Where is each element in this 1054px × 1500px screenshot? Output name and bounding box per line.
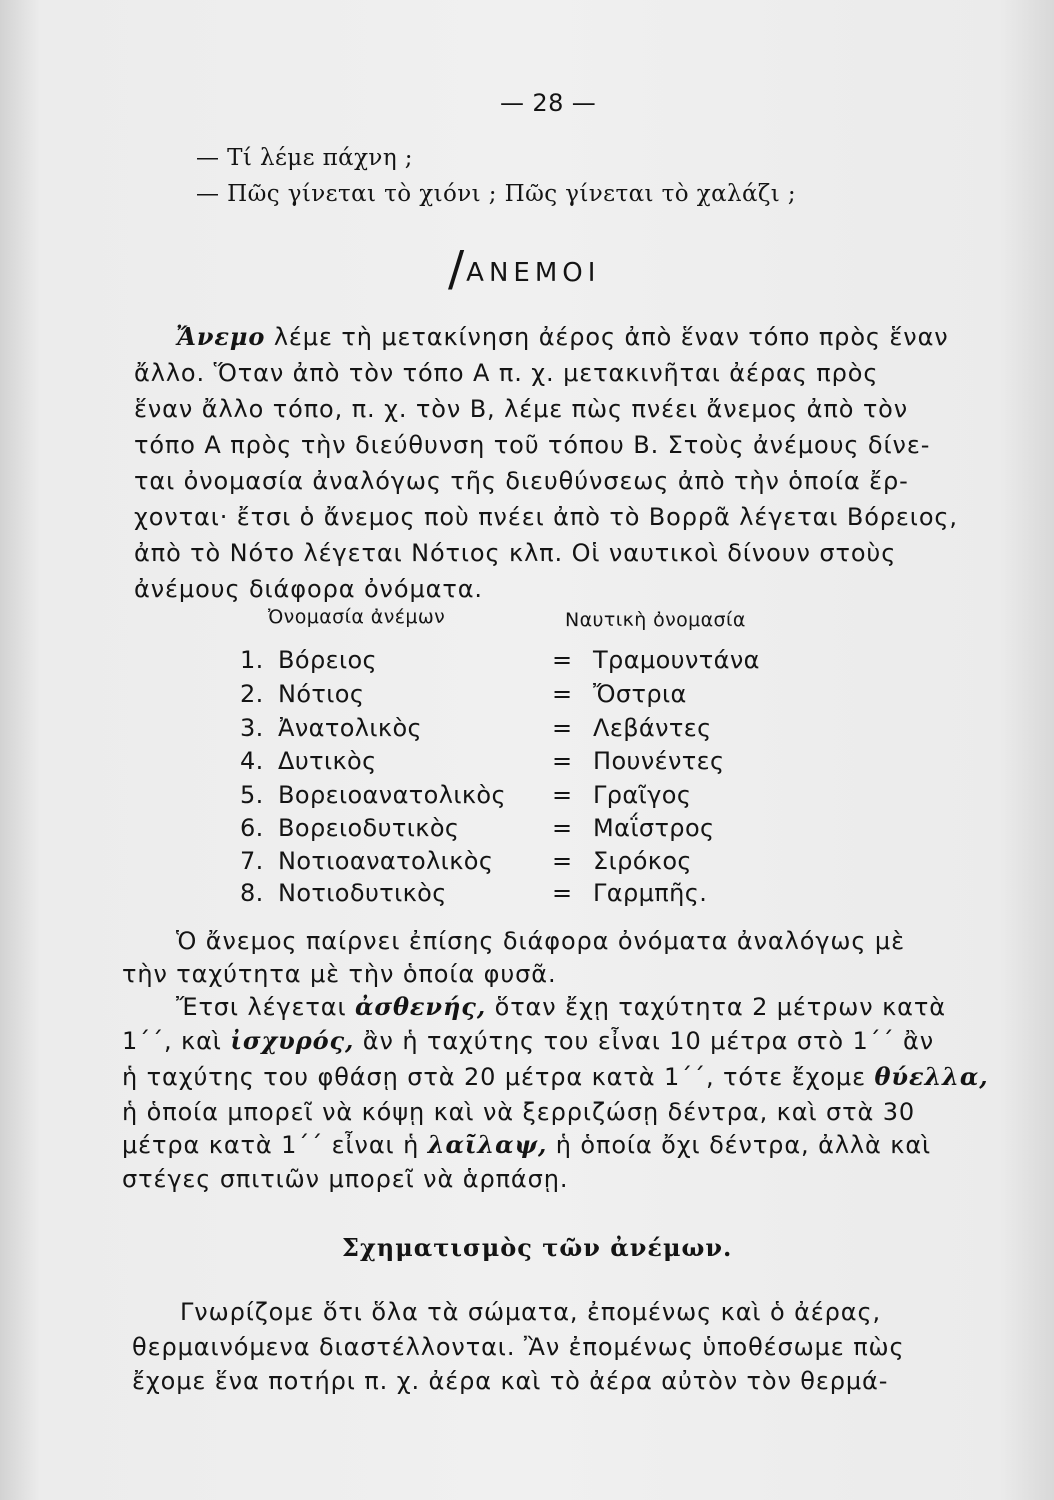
nautical-name: Τραμουντάνα xyxy=(593,646,760,674)
nautical-name: Γραῖγος xyxy=(593,781,692,809)
wind-name: Δυτικὸς xyxy=(278,747,377,775)
chapter-title xyxy=(448,241,601,297)
speed-line-8: στέγες σπιτιῶν μπορεῖ νὰ ἁρπάσῃ. xyxy=(122,1165,569,1193)
speed-text-3a: Ἔτσι λέγεται xyxy=(176,993,347,1021)
formation-line-3: ἔχομε ἕνα ποτήρι π. χ. ἀέρα καὶ τὸ ἀέρα αὐτὸν τὸν θερμά- xyxy=(132,1367,889,1395)
nautical-name: Σιρόκος xyxy=(593,847,692,875)
intro-line-8: ἀνέμους διάφορα ὀνόματα. xyxy=(134,575,483,603)
equals-sign: = xyxy=(552,747,573,775)
speed-text-7b: ἡ ὁποία ὄχι δέντρα, ἀλλὰ καὶ xyxy=(555,1131,932,1159)
row-number: 3. xyxy=(240,714,264,742)
row-number: 7. xyxy=(240,847,264,875)
intro-line-5: ται ὀνομασία ἀναλόγως τῆς διευθύνσεως ἀπὸ τὴν ὁποία ἔρ- xyxy=(134,467,909,495)
wind-name: Βόρειος xyxy=(278,646,378,674)
equals-sign: = xyxy=(552,847,573,875)
speed-text-5a: ἡ ταχύτης του φθάσῃ στὰ 20 μέτρα κατὰ 1΄΄, τότε ἔχομε xyxy=(122,1063,866,1091)
intro-line-6: χονται· ἔτσι ὁ ἄνεμος ποὺ πνέει ἀπὸ τὸ Βορρᾶ λέγεται Βόρειος, xyxy=(134,503,958,531)
speed-text-4b: ἂν ἡ ταχύτης του εἶναι 10 μέτρα στὸ 1΄΄ ἂν xyxy=(362,1027,935,1055)
row-number: 1. xyxy=(240,646,264,674)
wind-name: Νοτιοδυτικὸς xyxy=(278,879,447,907)
term-strong: ἰσχυρός, xyxy=(230,1026,355,1055)
equals-sign: = xyxy=(552,646,573,674)
nautical-name: Μαΐστρος xyxy=(593,814,715,842)
intro-line-2: ἄλλο. Ὅταν ἀπὸ τὸν τόπο Α π. χ. μετακινῆται ἀέρας πρὸς xyxy=(134,359,879,387)
formation-line-2: θερμαινόμενα διαστέλλονται. Ἂν ἐπομένως ὑποθέσωμε πὼς xyxy=(132,1333,905,1361)
page-number: — 28 — xyxy=(500,89,597,117)
question-snow-hail: — Πῶς γίνεται τὸ χιόνι ; Πῶς γίνεται τὸ χαλάζι ; xyxy=(196,181,797,207)
question-frost: — Τί λέμε πάχνη ; xyxy=(196,145,413,171)
term-storm: θύελλα, xyxy=(874,1062,989,1091)
row-number: 4. xyxy=(240,747,264,775)
equals-sign: = xyxy=(552,781,573,809)
table-header-names: Ὀνομασία ἀνέμων xyxy=(268,606,446,628)
table-header-nautical: Ναυτικὴ ὀνομασία xyxy=(565,609,746,631)
speed-line-1: Ὁ ἄνεμος παίρνει ἐπίσης διάφορα ὀνόματα ἀναλόγως μὲ xyxy=(176,927,905,955)
equals-sign: = xyxy=(552,714,573,742)
intro-line-3: ἕναν ἄλλο τόπο, π. χ. τὸν Β, λέμε πὼς πνέει ἄνεμος ἀπὸ τὸν xyxy=(134,395,909,423)
wind-name: Νοτιοανατολικὸς xyxy=(278,847,494,875)
nautical-name: Λεβάντες xyxy=(593,714,712,742)
nautical-name: Γαρμπῆς. xyxy=(593,879,708,907)
speed-line-4 xyxy=(122,1026,934,1056)
section-heading: Σχηματισμὸς τῶν ἀνέμων. xyxy=(342,1233,733,1262)
formation-line-1: Γνωρίζομε ὅτι ὅλα τὰ σώματα, ἐπομένως καὶ ὁ ἀέρας, xyxy=(180,1298,882,1326)
intro-line-1 xyxy=(176,322,949,352)
nautical-name: Πουνέντες xyxy=(593,747,725,775)
wind-name: Ἀνατολικὸς xyxy=(278,714,423,742)
equals-sign: = xyxy=(552,814,573,842)
wind-name: Νότιος xyxy=(278,680,365,708)
speed-text-7a: μέτρα κατὰ 1΄΄ εἶναι ἡ xyxy=(122,1131,420,1159)
speed-line-5 xyxy=(122,1062,989,1092)
intro-line-4: τόπο Α πρὸς τὴν διεύθυνση τοῦ τόπου Β. Στοὺς ἀνέμους δίνε- xyxy=(134,431,931,459)
row-number: 5. xyxy=(240,781,264,809)
row-number: 6. xyxy=(240,814,264,842)
term-wind: Ἄνεμο xyxy=(176,322,266,351)
row-number: 2. xyxy=(240,680,264,708)
intro-line-7: ἀπὸ τὸ Νότο λέγεται Νότιος κλπ. Οἱ ναυτικοὶ δίνουν στοὺς xyxy=(134,539,897,567)
term-weak: ἀσθενής, xyxy=(355,992,487,1021)
title-mark: / xyxy=(448,241,465,297)
intro-text-1: λέμε τὴ μετακίνηση ἀέρος ἀπὸ ἕναν τόπο πρὸς ἕναν xyxy=(273,323,949,351)
nautical-name: Ὄστρια xyxy=(593,680,687,708)
equals-sign: = xyxy=(552,680,573,708)
row-number: 8. xyxy=(240,879,264,907)
speed-line-6: ἡ ὁποία μπορεῖ νὰ κόψῃ καὶ νὰ ξερριζώσῃ δέντρα, καὶ στὰ 30 xyxy=(122,1098,916,1126)
wind-name: Βορειοδυτικὸς xyxy=(278,814,460,842)
speed-line-7 xyxy=(122,1130,931,1160)
speed-line-3 xyxy=(176,992,946,1022)
speed-text-3b: ὅταν ἔχῃ ταχύτητα 2 μέτρων κατὰ xyxy=(494,993,946,1021)
speed-text-4a: 1΄΄, καὶ xyxy=(122,1027,222,1055)
term-hurricane: λαῖλαψ, xyxy=(427,1130,548,1159)
speed-line-2: τὴν ταχύτητα μὲ τὴν ὁποία φυσᾶ. xyxy=(122,960,557,988)
equals-sign: = xyxy=(552,879,573,907)
title-text: ΑΝΕΜΟΙ xyxy=(466,258,601,288)
wind-name: Βορειοανατολικὸς xyxy=(278,781,506,809)
